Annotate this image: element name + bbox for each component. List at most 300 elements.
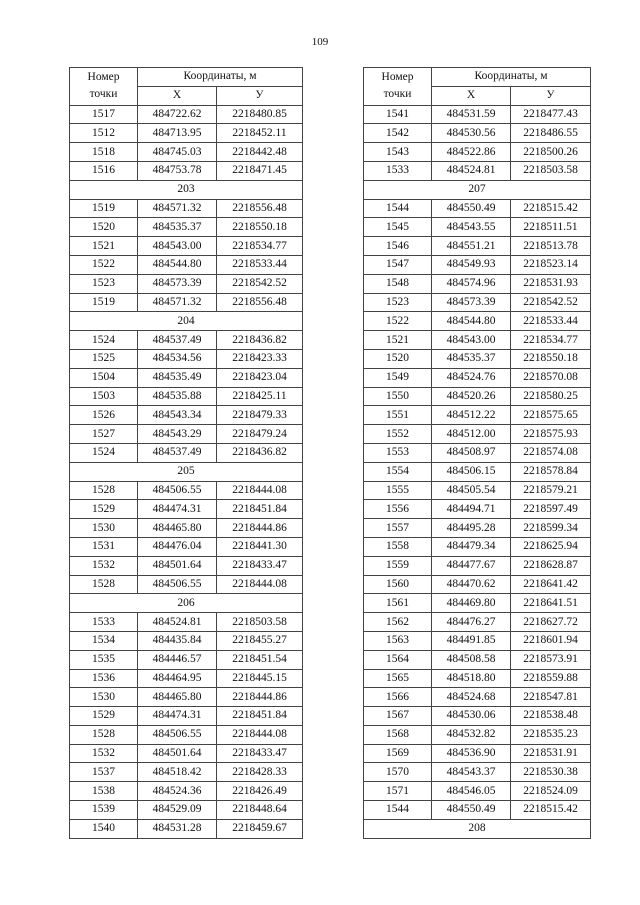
point-number-cell: 1568 xyxy=(364,725,432,744)
x-coordinate-cell: 484543.00 xyxy=(138,237,217,256)
point-number-cell: 1544 xyxy=(364,199,432,218)
table-body xyxy=(70,68,303,839)
point-number-cell: 1523 xyxy=(70,274,138,293)
point-number-cell: 1569 xyxy=(364,744,432,763)
x-coordinate-cell: 484464.95 xyxy=(138,669,217,688)
x-coordinate-cell: 484524.81 xyxy=(432,161,511,180)
y-coordinate-cell: 2218425.11 xyxy=(217,387,303,406)
table-row xyxy=(70,556,303,575)
point-number-cell: 1512 xyxy=(70,124,138,143)
y-coordinate-cell: 2218523.14 xyxy=(511,255,591,274)
y-coordinate-cell: 2218515.42 xyxy=(511,801,591,820)
group-label: 207 xyxy=(364,180,591,199)
table-row xyxy=(70,331,303,350)
point-number-cell: 1528 xyxy=(70,725,138,744)
x-coordinate-cell: 484512.00 xyxy=(432,425,511,444)
x-coordinate-cell: 484446.57 xyxy=(138,650,217,669)
x-coordinate-cell: 484544.80 xyxy=(138,255,217,274)
point-number-cell: 1530 xyxy=(70,688,138,707)
y-coordinate-cell: 2218448.64 xyxy=(217,801,303,820)
point-number-cell: 1552 xyxy=(364,425,432,444)
header-point-number: Номер точки xyxy=(70,68,138,106)
y-coordinate-cell: 2218559.88 xyxy=(511,669,591,688)
group-label: 208 xyxy=(364,819,591,838)
point-number-cell: 1560 xyxy=(364,575,432,594)
group-label: 205 xyxy=(70,462,303,481)
y-coordinate-cell: 2218486.55 xyxy=(511,124,591,143)
point-number-cell: 1539 xyxy=(70,801,138,820)
point-number-cell: 1504 xyxy=(70,368,138,387)
x-coordinate-cell: 484506.55 xyxy=(138,725,217,744)
point-number-cell: 1524 xyxy=(70,331,138,350)
point-number-cell: 1551 xyxy=(364,406,432,425)
table-row xyxy=(364,613,591,632)
x-coordinate-cell: 484501.64 xyxy=(138,556,217,575)
table-row xyxy=(70,255,303,274)
table-row xyxy=(70,688,303,707)
point-number-cell: 1526 xyxy=(70,406,138,425)
table-row xyxy=(364,462,591,481)
x-coordinate-cell: 484535.37 xyxy=(138,218,217,237)
header-coordinates: Координаты, м xyxy=(138,68,303,87)
point-number-cell: 1545 xyxy=(364,218,432,237)
table-row xyxy=(364,387,591,406)
y-coordinate-cell: 2218579.21 xyxy=(511,481,591,500)
y-coordinate-cell: 2218442.48 xyxy=(217,143,303,162)
point-number-cell: 1557 xyxy=(364,519,432,538)
y-coordinate-cell: 2218444.08 xyxy=(217,725,303,744)
point-number-cell: 1516 xyxy=(70,161,138,180)
table-row xyxy=(364,218,591,237)
header-coordinates: Координаты, м xyxy=(432,68,591,87)
x-coordinate-cell: 484530.06 xyxy=(432,707,511,726)
table-row xyxy=(364,725,591,744)
y-coordinate-cell: 2218578.84 xyxy=(511,462,591,481)
table-row xyxy=(364,631,591,650)
point-number-cell: 1570 xyxy=(364,763,432,782)
table-row xyxy=(70,199,303,218)
table-row xyxy=(70,763,303,782)
y-coordinate-cell: 2218573.91 xyxy=(511,650,591,669)
y-coordinate-cell: 2218627.72 xyxy=(511,613,591,632)
table-row xyxy=(364,594,591,613)
y-coordinate-cell: 2218515.42 xyxy=(511,199,591,218)
point-number-cell: 1519 xyxy=(70,199,138,218)
group-header-row xyxy=(70,594,303,613)
table-row xyxy=(70,631,303,650)
point-number-cell: 1571 xyxy=(364,782,432,801)
x-coordinate-cell: 484535.37 xyxy=(432,349,511,368)
point-number-cell: 1520 xyxy=(364,349,432,368)
point-number-cell: 1559 xyxy=(364,556,432,575)
y-coordinate-cell: 2218428.33 xyxy=(217,763,303,782)
x-coordinate-cell: 484574.96 xyxy=(432,274,511,293)
y-coordinate-cell: 2218444.08 xyxy=(217,575,303,594)
point-number-cell: 1567 xyxy=(364,707,432,726)
point-number-cell: 1518 xyxy=(70,143,138,162)
x-coordinate-cell: 484477.67 xyxy=(432,556,511,575)
y-coordinate-cell: 2218513.78 xyxy=(511,237,591,256)
table-row xyxy=(364,161,591,180)
table-row xyxy=(364,143,591,162)
y-coordinate-cell: 2218423.33 xyxy=(217,349,303,368)
table-row xyxy=(70,161,303,180)
y-coordinate-cell: 2218441.30 xyxy=(217,537,303,556)
table-row xyxy=(364,293,591,312)
group-header-row xyxy=(364,180,591,199)
y-coordinate-cell: 2218524.09 xyxy=(511,782,591,801)
x-coordinate-cell: 484573.39 xyxy=(432,293,511,312)
x-coordinate-cell: 484524.76 xyxy=(432,368,511,387)
y-coordinate-cell: 2218480.85 xyxy=(217,105,303,124)
table-row xyxy=(70,443,303,462)
table-row xyxy=(364,688,591,707)
point-number-cell: 1544 xyxy=(364,801,432,820)
y-coordinate-cell: 2218556.48 xyxy=(217,199,303,218)
y-coordinate-cell: 2218479.33 xyxy=(217,406,303,425)
point-number-cell: 1549 xyxy=(364,368,432,387)
x-coordinate-cell: 484543.29 xyxy=(138,425,217,444)
x-coordinate-cell: 484543.37 xyxy=(432,763,511,782)
point-number-cell: 1547 xyxy=(364,255,432,274)
table-row xyxy=(364,425,591,444)
point-number-cell: 1555 xyxy=(364,481,432,500)
point-number-cell: 1554 xyxy=(364,462,432,481)
x-coordinate-cell: 484495.28 xyxy=(432,519,511,538)
y-coordinate-cell: 2218433.47 xyxy=(217,744,303,763)
point-number-cell: 1532 xyxy=(70,556,138,575)
group-header-row xyxy=(70,462,303,481)
x-coordinate-cell: 484520.26 xyxy=(432,387,511,406)
table-row xyxy=(70,293,303,312)
y-coordinate-cell: 2218444.86 xyxy=(217,519,303,538)
x-coordinate-cell: 484474.31 xyxy=(138,707,217,726)
table-row xyxy=(70,124,303,143)
point-number-cell: 1566 xyxy=(364,688,432,707)
y-coordinate-cell: 2218511.51 xyxy=(511,218,591,237)
table-row xyxy=(364,481,591,500)
x-coordinate-cell: 484506.15 xyxy=(432,462,511,481)
y-coordinate-cell: 2218547.81 xyxy=(511,688,591,707)
x-coordinate-cell: 484745.03 xyxy=(138,143,217,162)
x-coordinate-cell: 484573.39 xyxy=(138,274,217,293)
point-number-cell: 1517 xyxy=(70,105,138,124)
y-coordinate-cell: 2218575.93 xyxy=(511,425,591,444)
table-row xyxy=(70,500,303,519)
y-coordinate-cell: 2218451.84 xyxy=(217,500,303,519)
table-row xyxy=(364,744,591,763)
table-row xyxy=(70,425,303,444)
table-row xyxy=(70,819,303,838)
point-number-cell: 1561 xyxy=(364,594,432,613)
point-number-cell: 1553 xyxy=(364,443,432,462)
coordinates-table-right xyxy=(363,67,591,839)
table-row xyxy=(364,331,591,350)
x-coordinate-cell: 484550.49 xyxy=(432,199,511,218)
point-number-cell: 1565 xyxy=(364,669,432,688)
x-coordinate-cell: 484713.95 xyxy=(138,124,217,143)
x-coordinate-cell: 484506.55 xyxy=(138,575,217,594)
table-row xyxy=(70,237,303,256)
y-coordinate-cell: 2218500.26 xyxy=(511,143,591,162)
y-coordinate-cell: 2218531.91 xyxy=(511,744,591,763)
table-row xyxy=(70,387,303,406)
x-coordinate-cell: 484476.27 xyxy=(432,613,511,632)
table-row xyxy=(364,707,591,726)
y-coordinate-cell: 2218534.77 xyxy=(511,331,591,350)
x-coordinate-cell: 484491.85 xyxy=(432,631,511,650)
x-coordinate-cell: 484722.62 xyxy=(138,105,217,124)
table-row xyxy=(364,782,591,801)
point-number-cell: 1558 xyxy=(364,537,432,556)
point-number-cell: 1542 xyxy=(364,124,432,143)
x-coordinate-cell: 484469.80 xyxy=(432,594,511,613)
table-row xyxy=(364,105,591,124)
coordinates-table-left xyxy=(69,67,303,839)
x-coordinate-cell: 484543.34 xyxy=(138,406,217,425)
x-coordinate-cell: 484476.04 xyxy=(138,537,217,556)
x-coordinate-cell: 484501.64 xyxy=(138,744,217,763)
point-number-cell: 1535 xyxy=(70,650,138,669)
point-number-cell: 1556 xyxy=(364,500,432,519)
table-row xyxy=(70,274,303,293)
group-header-row xyxy=(70,180,303,199)
y-coordinate-cell: 2218471.45 xyxy=(217,161,303,180)
group-label: 204 xyxy=(70,312,303,331)
y-coordinate-cell: 2218580.25 xyxy=(511,387,591,406)
y-coordinate-cell: 2218597.49 xyxy=(511,500,591,519)
table-row xyxy=(364,537,591,556)
point-number-cell: 1525 xyxy=(70,349,138,368)
x-coordinate-cell: 484465.80 xyxy=(138,519,217,538)
x-coordinate-cell: 484531.59 xyxy=(432,105,511,124)
table-row xyxy=(364,669,591,688)
y-coordinate-cell: 2218479.24 xyxy=(217,425,303,444)
table-row xyxy=(70,669,303,688)
table-body xyxy=(364,68,591,839)
y-coordinate-cell: 2218433.47 xyxy=(217,556,303,575)
header-row xyxy=(70,68,303,87)
y-coordinate-cell: 2218535.23 xyxy=(511,725,591,744)
point-number-cell: 1529 xyxy=(70,707,138,726)
header-y: У xyxy=(217,86,303,105)
y-coordinate-cell: 2218530.38 xyxy=(511,763,591,782)
x-coordinate-cell: 484551.21 xyxy=(432,237,511,256)
x-coordinate-cell: 484494.71 xyxy=(432,500,511,519)
x-coordinate-cell: 484571.32 xyxy=(138,199,217,218)
point-number-cell: 1528 xyxy=(70,575,138,594)
x-coordinate-cell: 484535.49 xyxy=(138,368,217,387)
y-coordinate-cell: 2218444.08 xyxy=(217,481,303,500)
table-row xyxy=(70,537,303,556)
y-coordinate-cell: 2218570.08 xyxy=(511,368,591,387)
table-row xyxy=(70,519,303,538)
table-row xyxy=(70,650,303,669)
header-row xyxy=(364,68,591,87)
table-row xyxy=(364,575,591,594)
table-row xyxy=(70,368,303,387)
x-coordinate-cell: 484549.93 xyxy=(432,255,511,274)
point-number-cell: 1534 xyxy=(70,631,138,650)
x-coordinate-cell: 484529.09 xyxy=(138,801,217,820)
y-coordinate-cell: 2218628.87 xyxy=(511,556,591,575)
point-number-cell: 1564 xyxy=(364,650,432,669)
y-coordinate-cell: 2218533.44 xyxy=(217,255,303,274)
x-coordinate-cell: 484470.62 xyxy=(432,575,511,594)
y-coordinate-cell: 2218503.58 xyxy=(217,613,303,632)
table-row xyxy=(364,368,591,387)
x-coordinate-cell: 484518.80 xyxy=(432,669,511,688)
group-header-row xyxy=(70,312,303,331)
point-number-cell: 1563 xyxy=(364,631,432,650)
y-coordinate-cell: 2218503.58 xyxy=(511,161,591,180)
y-coordinate-cell: 2218534.77 xyxy=(217,237,303,256)
x-coordinate-cell: 484435.84 xyxy=(138,631,217,650)
x-coordinate-cell: 484524.81 xyxy=(138,613,217,632)
point-number-cell: 1532 xyxy=(70,744,138,763)
y-coordinate-cell: 2218574.08 xyxy=(511,443,591,462)
x-coordinate-cell: 484508.97 xyxy=(432,443,511,462)
table-row xyxy=(364,500,591,519)
group-label: 203 xyxy=(70,180,303,199)
y-coordinate-cell: 2218625.94 xyxy=(511,537,591,556)
table-row xyxy=(70,143,303,162)
x-coordinate-cell: 484506.55 xyxy=(138,481,217,500)
x-coordinate-cell: 484479.34 xyxy=(432,537,511,556)
x-coordinate-cell: 484512.22 xyxy=(432,406,511,425)
point-number-cell: 1543 xyxy=(364,143,432,162)
table-row xyxy=(70,218,303,237)
y-coordinate-cell: 2218575.65 xyxy=(511,406,591,425)
point-number-cell: 1520 xyxy=(70,218,138,237)
table-row xyxy=(70,725,303,744)
table-row xyxy=(70,105,303,124)
x-coordinate-cell: 484753.78 xyxy=(138,161,217,180)
table-row xyxy=(70,481,303,500)
point-number-cell: 1524 xyxy=(70,443,138,462)
point-number-cell: 1503 xyxy=(70,387,138,406)
y-coordinate-cell: 2218459.67 xyxy=(217,819,303,838)
point-number-cell: 1531 xyxy=(70,537,138,556)
x-coordinate-cell: 484522.86 xyxy=(432,143,511,162)
x-coordinate-cell: 484534.56 xyxy=(138,349,217,368)
x-coordinate-cell: 484474.31 xyxy=(138,500,217,519)
header-point-number: Номер точки xyxy=(364,68,432,106)
y-coordinate-cell: 2218451.84 xyxy=(217,707,303,726)
y-coordinate-cell: 2218477.43 xyxy=(511,105,591,124)
x-coordinate-cell: 484571.32 xyxy=(138,293,217,312)
x-coordinate-cell: 484550.49 xyxy=(432,801,511,820)
x-coordinate-cell: 484544.80 xyxy=(432,312,511,331)
x-coordinate-cell: 484535.88 xyxy=(138,387,217,406)
y-coordinate-cell: 2218436.82 xyxy=(217,331,303,350)
y-coordinate-cell: 2218542.52 xyxy=(511,293,591,312)
point-number-cell: 1540 xyxy=(70,819,138,838)
table-row xyxy=(364,406,591,425)
y-coordinate-cell: 2218599.34 xyxy=(511,519,591,538)
point-number-cell: 1536 xyxy=(70,669,138,688)
group-header-row xyxy=(364,819,591,838)
x-coordinate-cell: 484530.56 xyxy=(432,124,511,143)
y-coordinate-cell: 2218542.52 xyxy=(217,274,303,293)
point-number-cell: 1533 xyxy=(70,613,138,632)
table-row xyxy=(364,763,591,782)
table-row xyxy=(364,349,591,368)
table-row xyxy=(70,707,303,726)
table-row xyxy=(364,124,591,143)
header-x: X xyxy=(138,86,217,105)
y-coordinate-cell: 2218426.49 xyxy=(217,782,303,801)
y-coordinate-cell: 2218452.11 xyxy=(217,124,303,143)
table-row xyxy=(70,744,303,763)
y-coordinate-cell: 2218533.44 xyxy=(511,312,591,331)
table-row xyxy=(70,801,303,820)
table-row xyxy=(364,237,591,256)
table-row xyxy=(364,199,591,218)
point-number-cell: 1519 xyxy=(70,293,138,312)
point-number-cell: 1521 xyxy=(364,331,432,350)
x-coordinate-cell: 484508.58 xyxy=(432,650,511,669)
x-coordinate-cell: 484537.49 xyxy=(138,443,217,462)
y-coordinate-cell: 2218451.54 xyxy=(217,650,303,669)
point-number-cell: 1530 xyxy=(70,519,138,538)
x-coordinate-cell: 484536.90 xyxy=(432,744,511,763)
x-coordinate-cell: 484543.55 xyxy=(432,218,511,237)
table-row xyxy=(70,349,303,368)
y-coordinate-cell: 2218556.48 xyxy=(217,293,303,312)
y-coordinate-cell: 2218601.94 xyxy=(511,631,591,650)
x-coordinate-cell: 484537.49 xyxy=(138,331,217,350)
x-coordinate-cell: 484524.68 xyxy=(432,688,511,707)
y-coordinate-cell: 2218423.04 xyxy=(217,368,303,387)
table-row xyxy=(364,650,591,669)
x-coordinate-cell: 484518.42 xyxy=(138,763,217,782)
point-number-cell: 1529 xyxy=(70,500,138,519)
point-number-cell: 1522 xyxy=(70,255,138,274)
point-number-cell: 1528 xyxy=(70,481,138,500)
y-coordinate-cell: 2218531.93 xyxy=(511,274,591,293)
point-number-cell: 1523 xyxy=(364,293,432,312)
x-coordinate-cell: 484546.05 xyxy=(432,782,511,801)
header-y: У xyxy=(511,86,591,105)
table-row xyxy=(364,801,591,820)
table-row xyxy=(364,519,591,538)
y-coordinate-cell: 2218550.18 xyxy=(217,218,303,237)
point-number-cell: 1562 xyxy=(364,613,432,632)
point-number-cell: 1541 xyxy=(364,105,432,124)
table-row xyxy=(70,575,303,594)
table-row xyxy=(364,255,591,274)
y-coordinate-cell: 2218455.27 xyxy=(217,631,303,650)
point-number-cell: 1546 xyxy=(364,237,432,256)
table-row xyxy=(364,443,591,462)
point-number-cell: 1548 xyxy=(364,274,432,293)
x-coordinate-cell: 484465.80 xyxy=(138,688,217,707)
table-row xyxy=(70,613,303,632)
table-row xyxy=(70,782,303,801)
x-coordinate-cell: 484532.82 xyxy=(432,725,511,744)
point-number-cell: 1537 xyxy=(70,763,138,782)
y-coordinate-cell: 2218538.48 xyxy=(511,707,591,726)
point-number-cell: 1521 xyxy=(70,237,138,256)
y-coordinate-cell: 2218641.42 xyxy=(511,575,591,594)
point-number-cell: 1522 xyxy=(364,312,432,331)
point-number-cell: 1533 xyxy=(364,161,432,180)
y-coordinate-cell: 2218550.18 xyxy=(511,349,591,368)
x-coordinate-cell: 484505.54 xyxy=(432,481,511,500)
group-label: 206 xyxy=(70,594,303,613)
y-coordinate-cell: 2218445.15 xyxy=(217,669,303,688)
